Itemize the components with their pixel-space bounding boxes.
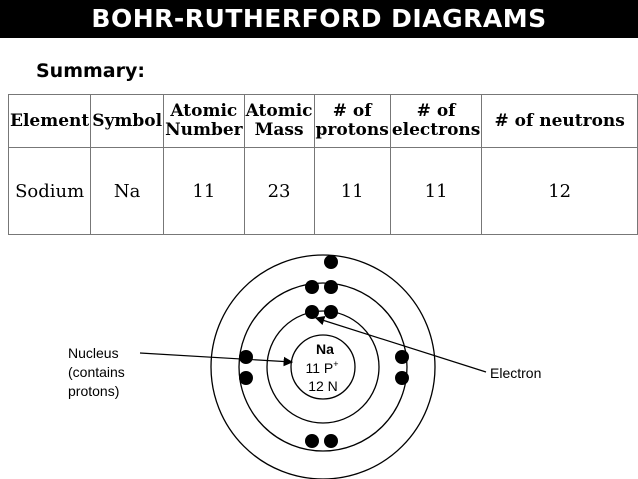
nucleus-neutrons: 12 N [308, 378, 338, 394]
summary-heading: Summary: [36, 60, 145, 82]
header-element: Element [9, 95, 91, 148]
cell-neutrons: 12 [482, 148, 638, 235]
header-electrons: # of electrons [390, 95, 482, 148]
nucleus-label-line3: protons) [68, 383, 120, 399]
bohr-diagram [0, 240, 638, 479]
cell-atomic-number: 11 [164, 148, 245, 235]
electron-label: Electron [490, 365, 542, 381]
table-row [9, 148, 638, 235]
electron-dot [239, 350, 253, 364]
page-title: BOHR-RUTHERFORD DIAGRAMS [91, 4, 547, 33]
header-protons: # of protons [314, 95, 390, 148]
nucleus-label-line2: (contains [68, 364, 125, 380]
cell-symbol: Na [91, 148, 164, 235]
electron-dot [305, 305, 319, 319]
electron-dot [324, 255, 338, 269]
electron-dot [239, 371, 253, 385]
header-neutrons: # of neutrons [482, 95, 638, 148]
electron-dot [395, 371, 409, 385]
element-properties-table [8, 94, 638, 235]
electron-dot [324, 434, 338, 448]
electron-dot [324, 280, 338, 294]
nucleus-symbol: Na [316, 341, 334, 357]
cell-atomic-mass: 23 [244, 148, 314, 235]
table-header-row [9, 95, 638, 148]
electron-dot [305, 280, 319, 294]
electron-dot [395, 350, 409, 364]
cell-electrons: 11 [390, 148, 482, 235]
nucleus-label-line1: Nucleus [68, 345, 119, 361]
header-atomic-number: Atomic Number [164, 95, 245, 148]
electron-dot [324, 305, 338, 319]
cell-element: Sodium [9, 148, 91, 235]
electron-dot [305, 434, 319, 448]
cell-protons: 11 [314, 148, 390, 235]
nucleus-arrow [140, 353, 292, 362]
nucleus-protons: 11 P+ [305, 359, 339, 376]
header-symbol: Symbol [91, 95, 164, 148]
header-atomic-mass: Atomic Mass [244, 95, 314, 148]
title-bar [0, 0, 638, 38]
